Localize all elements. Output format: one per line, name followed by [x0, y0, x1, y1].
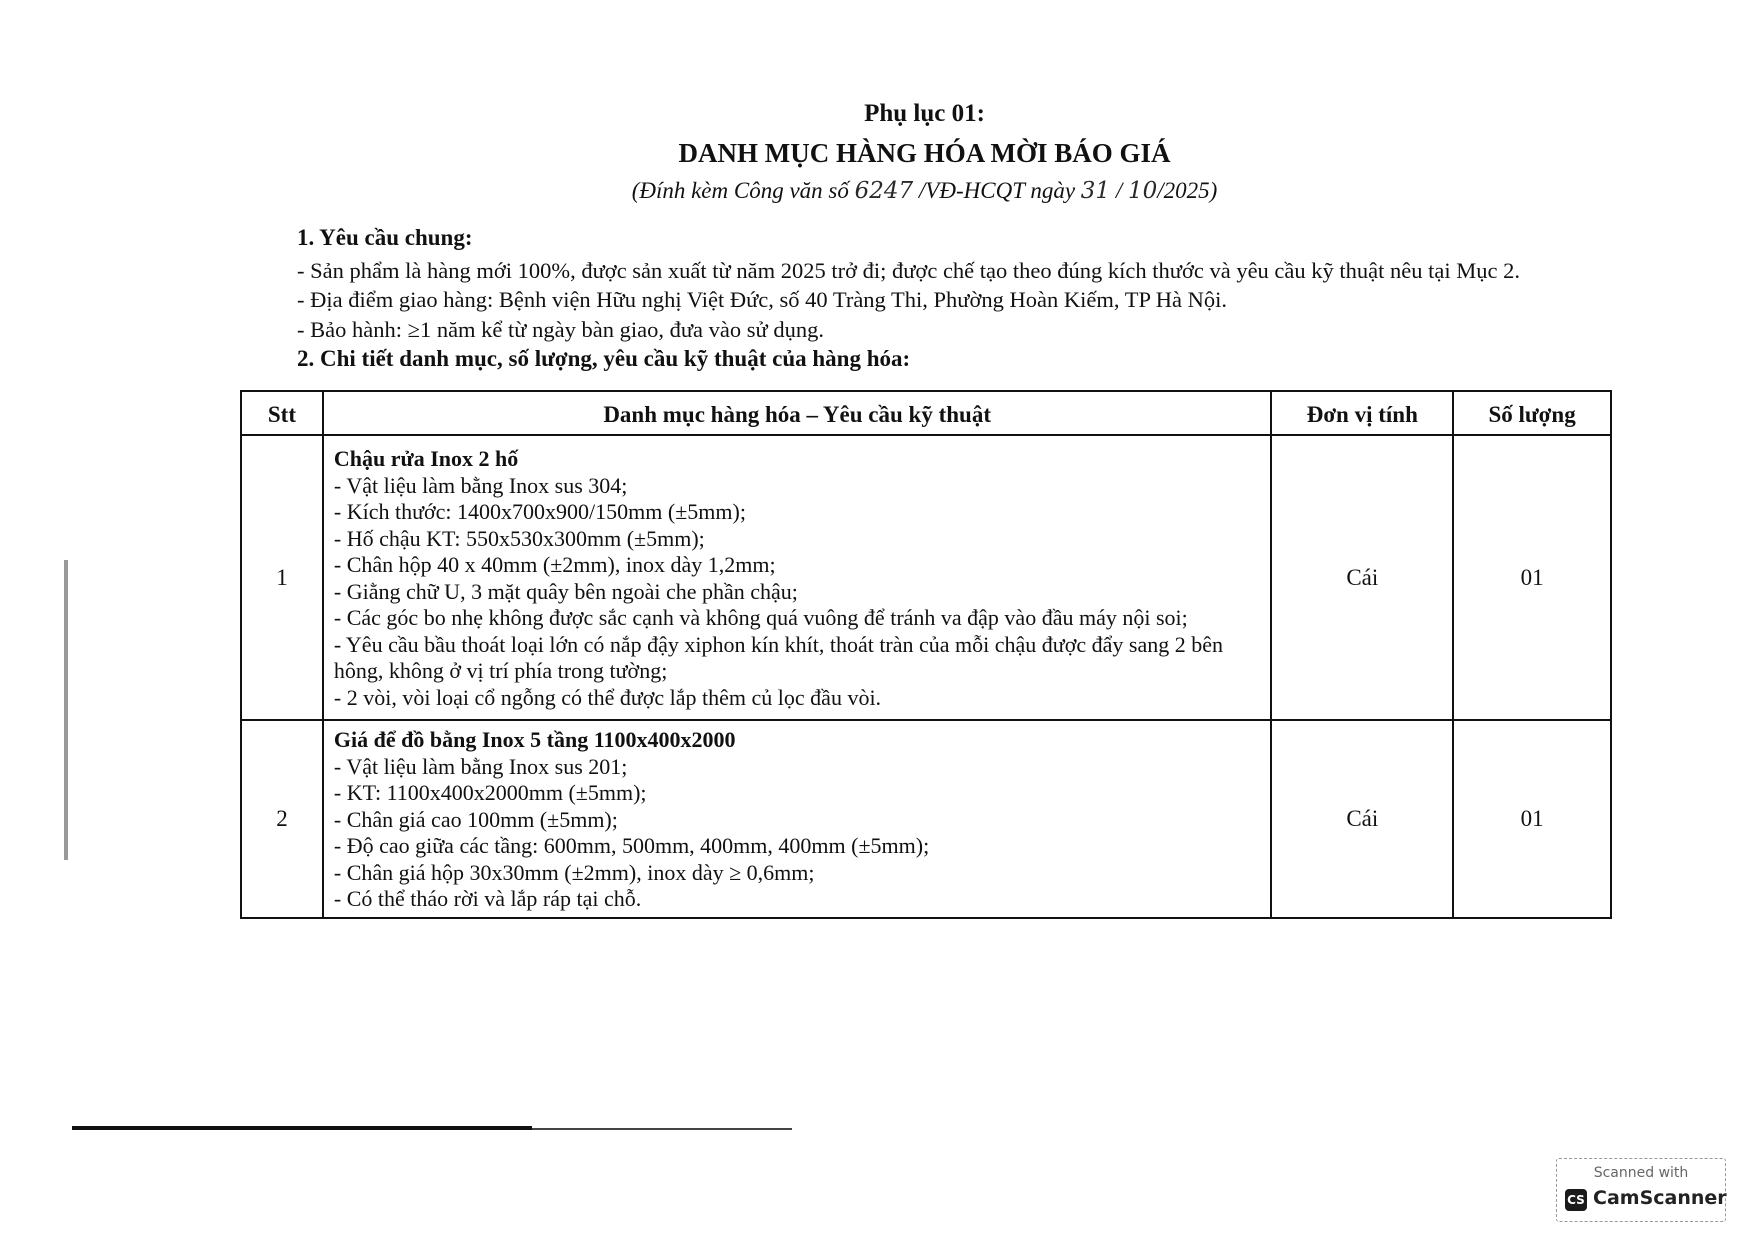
header-stt: Stt	[241, 391, 323, 435]
scan-edge-shadow	[64, 560, 68, 860]
handwritten-doc-number: 6247	[854, 178, 914, 204]
table-row	[241, 720, 1611, 918]
subtitle-prefix: (Đính kèm Công văn số	[631, 178, 855, 203]
section1-title: 1. Yêu cầu chung:	[297, 225, 473, 250]
camscanner-app-name: CamScanner	[1593, 1187, 1727, 1209]
spec-line: - Chân giá hộp 30x30mm (±2mm), inox dày ≥ 0,6mm;	[333, 859, 815, 885]
spec-line: - Giằng chữ U, 3 mặt quây bên ngoài che phần chậu;	[333, 578, 798, 604]
spec-line: - Các góc bo nhẹ không được sắc cạnh và không quá vuông để tránh va đập vào đầu máy nội soi;	[333, 605, 1188, 630]
spec-line: - Độ cao giữa các tầng: 600mm, 500mm, 400mm, 400mm (±5mm);	[333, 833, 930, 858]
row-stt: 1	[241, 435, 323, 720]
requirement-line: - Sản phẩm là hàng mới 100%, được sản xuất từ năm 2025 trở đi; được chế tạo theo đúng kích thước và yêu cầu kỹ thuật nêu tại Mục 2.	[297, 258, 1520, 283]
row-stt: 2	[241, 720, 323, 918]
item-name: Giá để đồ bằng Inox 5 tầng 1100x400x2000	[333, 727, 736, 752]
handwritten-day: 31	[1080, 178, 1111, 204]
spec-line: - Chân giá cao 100mm (±5mm);	[333, 806, 618, 832]
camscanner-logo-icon: CS	[1565, 1189, 1587, 1211]
header-quantity: Số lượng	[1453, 391, 1611, 435]
spec-line: - Vật liệu làm bằng Inox sus 304;	[333, 472, 628, 498]
spec-line: - Vật liệu làm bằng Inox sus 201;	[333, 753, 628, 779]
spec-line: - Hố chậu KT: 550x530x300mm (±5mm);	[333, 525, 705, 551]
row-unit: Cái	[1271, 720, 1453, 918]
spec-line: - 2 vòi, vòi loại cổ ngỗng có thể được lắp thêm củ lọc đầu vòi.	[333, 684, 882, 710]
table-header-row	[241, 391, 1611, 435]
table-row	[241, 435, 1611, 720]
bottom-rule	[72, 1126, 532, 1130]
row-description	[323, 720, 1272, 918]
spec-line: - Chân hộp 40 x 40mm (±2mm), inox dày 1,2mm;	[333, 552, 776, 577]
bottom-rule-faint	[532, 1128, 792, 1130]
subtitle-suffix: /2025)	[1157, 178, 1218, 203]
scanned-with-label: Scanned with	[1593, 1165, 1689, 1181]
row-quantity: 01	[1453, 720, 1611, 918]
row-quantity: 01	[1453, 435, 1611, 720]
camscanner-badge	[1556, 1158, 1726, 1222]
handwritten-month: 10	[1127, 178, 1158, 204]
spec-line: - KT: 1100x400x2000mm (±5mm);	[333, 780, 647, 805]
spec-line: - Có thể tháo rời và lắp ráp tại chỗ.	[333, 886, 642, 911]
row-unit: Cái	[1271, 435, 1453, 720]
header-description: Danh mục hàng hóa – Yêu cầu kỹ thuật	[323, 391, 1272, 435]
document-subtitle	[47, 178, 1755, 204]
header-unit: Đơn vị tính	[1271, 391, 1453, 435]
goods-table	[240, 390, 1612, 919]
spec-line: - Yêu cầu bầu thoát loại lớn có nắp đậy xiphon kín khít, thoát tràn của mỗi chậu được đẩy sang 2 bên hông, không ở vị trí phía trong tường;	[333, 631, 1223, 683]
row-description	[323, 435, 1272, 720]
section2-title: 2. Chi tiết danh mục, số lượng, yêu cầu kỹ thuật của hàng hóa:	[297, 346, 911, 371]
item-name: Chậu rửa Inox 2 hố	[333, 446, 519, 471]
document-title: DANH MỤC HÀNG HÓA MỜI BÁO GIÁ	[678, 138, 1171, 168]
requirement-line: - Bảo hành: ≥1 năm kể từ ngày bàn giao, đưa vào sử dụng.	[297, 317, 824, 342]
requirement-line: - Địa điểm giao hàng: Bệnh viện Hữu nghị Việt Đức, số 40 Tràng Thi, Phường Hoàn Kiếm, TP Hà Nội.	[297, 287, 1227, 312]
subtitle-middle: /VĐ-HCQT ngày	[913, 178, 1081, 203]
appendix-label: Phụ lục 01:	[864, 100, 985, 127]
date-separator: /	[1110, 178, 1128, 203]
spec-line: - Kích thước: 1400x700x900/150mm (±5mm);	[333, 499, 746, 524]
